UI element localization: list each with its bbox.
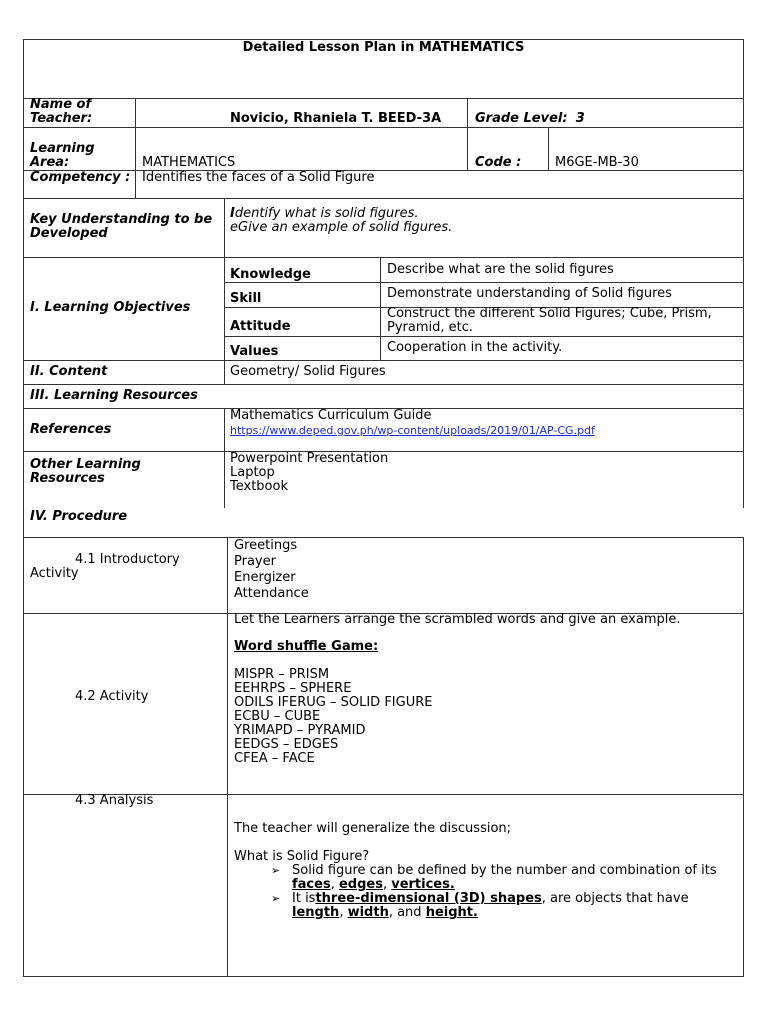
objective-text: Describe what are the solid figures	[387, 262, 614, 277]
introductory-list	[234, 538, 309, 602]
list-item: YRIMAPD – PYRAMID	[234, 723, 366, 738]
length-term: length	[292, 905, 340, 920]
key-understanding-label: Key Understanding to be Developed	[30, 212, 213, 241]
objective-name: Attitude	[230, 319, 291, 334]
edges-term: edges	[338, 877, 383, 892]
list-item: Attendance	[234, 586, 309, 601]
height-term: height.	[425, 905, 478, 920]
curriculum-guide: Mathematics Curriculum Guide	[230, 408, 432, 423]
teacher-name: Novicio, Rhaniela T. BEED-3A	[230, 111, 442, 126]
key-understanding-line2: eGive an example of solid figures.	[230, 220, 453, 235]
analysis-bullet-1: Solid figure can be defined by the number and combination of its faces, edges, vertices.	[292, 863, 717, 892]
page-title: Detailed Lesson Plan in MATHEMATICS	[242, 40, 525, 55]
key-understanding-line1: dentify what is solid figures.	[234, 206, 419, 221]
competency-value: Identifies the faces of a Solid Figure	[142, 170, 375, 185]
vertices-term: vertices.	[391, 877, 455, 892]
list-item: EEHRPS – SPHERE	[234, 681, 352, 696]
list-item: ODILS IFERUG – SOLID FIGURE	[234, 695, 433, 710]
activity-label: 4.2 Activity	[75, 689, 149, 704]
bullet-icon: ➢	[271, 864, 281, 877]
content-label: II. Content	[30, 364, 108, 379]
bullet-2-pre: It is	[292, 891, 316, 906]
objective-text: Demonstrate understanding of Solid figures	[387, 286, 672, 301]
objective-text: Cooperation in the activity.	[387, 340, 563, 355]
introductory-label: 4.1 Introductory Activity	[30, 552, 180, 581]
list-item: Greetings	[234, 538, 298, 553]
grade-value: 3	[575, 111, 585, 126]
procedure-label: IV. Procedure	[30, 509, 128, 524]
other-resources-list	[230, 452, 388, 494]
analysis-intro: The teacher will generalize the discussion;	[234, 821, 512, 836]
list-item: Energizer	[234, 570, 296, 585]
activity-instruction: Let the Learners arrange the scrambled words and give an example.	[234, 612, 681, 627]
learning-area-value: MATHEMATICS	[142, 155, 236, 170]
faces-term: faces	[292, 877, 331, 892]
game-title: Word shuffle Game:	[234, 639, 379, 654]
bullet-2-and: , and	[388, 905, 422, 920]
list-item: Powerpoint Presentation	[230, 451, 389, 466]
bullet-2-mid: , are objects that have	[541, 891, 689, 906]
list-item: Prayer	[234, 554, 276, 569]
teacher-label: Name of Teacher:	[30, 97, 93, 126]
list-item: Textbook	[230, 479, 288, 494]
content-value: Geometry/ Solid Figures	[230, 364, 386, 379]
objective-name: Values	[230, 344, 279, 359]
competency-label: Competency :	[30, 170, 131, 185]
other-resources-label: Other Learning Resources	[30, 457, 141, 486]
learning-area-label: Learning Area:	[30, 141, 95, 170]
objectives-label: I. Learning Objectives	[30, 300, 191, 315]
code-label: Code :	[475, 155, 522, 170]
grade-level	[475, 112, 585, 126]
list-item: ECBU – CUBE	[234, 709, 321, 724]
bullet-1-text: Solid figure can be defined by the number and combination of its	[292, 863, 717, 878]
curriculum-guide-link[interactable]: https://www.deped.gov.ph/wp-content/uploads/2019/01/AP-CG.pdf	[230, 424, 595, 437]
bullet-icon: ➢	[271, 892, 281, 905]
list-item: CFEA – FACE	[234, 751, 315, 766]
analysis-label: 4.3 Analysis	[75, 793, 154, 808]
list-item: EEDGS – EDGES	[234, 737, 339, 752]
list-item: MISPR – PRISM	[234, 667, 330, 682]
shapes-term: three-dimensional (3D) shapes	[315, 891, 542, 906]
objective-name: Knowledge	[230, 267, 311, 282]
resources-label: III. Learning Resources	[30, 388, 198, 403]
analysis-bullet-2: It isthree-dimensional (3D) shapes, are objects that have length, width, and height.	[292, 891, 689, 920]
analysis-question: What is Solid Figure?	[234, 849, 370, 864]
key-understanding-initial: I	[230, 206, 235, 221]
references-label: References	[30, 422, 112, 437]
word-list	[234, 668, 432, 766]
grade-label: Grade Level:	[475, 111, 568, 126]
width-term: width	[347, 905, 389, 920]
objective-name: Skill	[230, 291, 262, 306]
list-item: Laptop	[230, 465, 275, 480]
code-value: M6GE-MB-30	[555, 155, 639, 170]
key-understanding-text	[230, 207, 452, 235]
objective-text: Construct the different Solid Figures; Cube, Prism, Pyramid, etc.	[387, 306, 712, 335]
